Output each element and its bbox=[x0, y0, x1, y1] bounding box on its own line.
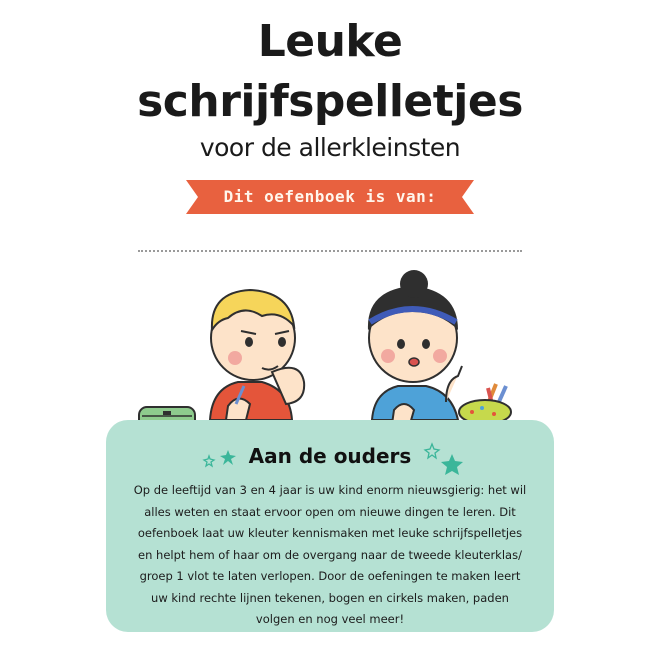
subtitle: voor de allerkleinsten bbox=[199, 133, 461, 162]
title-line-2: schrijfspelletjes bbox=[137, 76, 523, 127]
banner-text: Dit oefenboek is van: bbox=[223, 187, 437, 206]
title-line-1: Leuke bbox=[257, 16, 403, 67]
parents-body-text: Op de leeftijd van 3 en 4 jaar is uw kind enorm nieuwsgierig: het wil alles weten en staat ervoor open om nieuwe dingen te leren. Dit oefenboek laat uw kleuter kennismaken met leuke schrijfspelletjes en helpt hem of haar om de overgang naar de tweede kleuterklas/ groep 1 vlot te laten verlopen. Door de oefeningen te maken leert uw kind rechte lijnen tekenen, bogen en cirkels maken, paden volgen en nog veel meer! bbox=[133, 483, 527, 626]
parents-heading: Aan de ouders bbox=[248, 444, 412, 468]
